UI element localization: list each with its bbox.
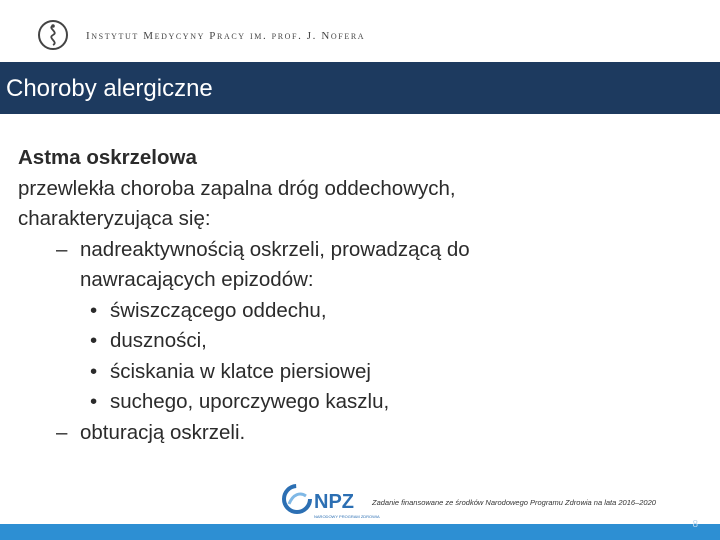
- bullet-item: [18, 296, 698, 327]
- npz-logo-subtext: NARODOWY PROGRAM ZDROWIA: [314, 514, 380, 519]
- dash-marker: –: [56, 420, 68, 444]
- dash-item: [18, 235, 698, 266]
- slide-header: [0, 0, 720, 62]
- slide-footer: [0, 478, 720, 540]
- bullet-marker: •: [90, 329, 98, 352]
- dash-item-text: obturacją oskrzeli.: [80, 420, 246, 444]
- title-bar: [0, 62, 720, 114]
- institute-name: Instytut Medycyny Pracy im. prof. J. Nofera: [86, 30, 366, 42]
- bullet-item: [18, 326, 698, 357]
- bullet-item: [18, 357, 698, 388]
- dash-item-text: nadreaktywnością oskrzeli, prowadzącą do: [80, 237, 470, 261]
- bullet-item-text: suchego, uporczywego kaszlu,: [110, 390, 390, 413]
- page-number: 8: [692, 519, 698, 530]
- bottom-strip: [0, 524, 720, 540]
- dash-marker: –: [56, 237, 68, 261]
- content-line: przewlekła choroba zapalna dróg oddechowych,: [18, 176, 456, 200]
- bullet-marker: •: [90, 298, 98, 322]
- bullet-item-text: ściskania w klatce piersiowej: [110, 359, 371, 383]
- bullet-item: [18, 387, 698, 418]
- funding-note: Zadanie finansowane ze środków Narodowego Programu Zdrowia na lata 2016–2020: [372, 498, 656, 507]
- npz-logo-text: NPZ: [314, 491, 354, 513]
- bullet-marker: •: [90, 359, 98, 383]
- dash-item: [18, 418, 698, 449]
- institute-logo-icon: [36, 18, 70, 52]
- slide-title: Choroby alergiczne: [6, 75, 213, 102]
- content-heading: Astma oskrzelowa: [18, 146, 197, 169]
- slide-content: [18, 143, 698, 448]
- bullet-marker: •: [90, 390, 98, 413]
- dash-item-continuation: nawracających epizodów:: [80, 268, 314, 291]
- npz-logo-icon: [280, 482, 380, 522]
- bullet-item-text: duszności,: [110, 329, 207, 352]
- bullet-item-text: świszczącego oddechu,: [110, 298, 327, 322]
- content-line: charakteryzująca się:: [18, 207, 211, 230]
